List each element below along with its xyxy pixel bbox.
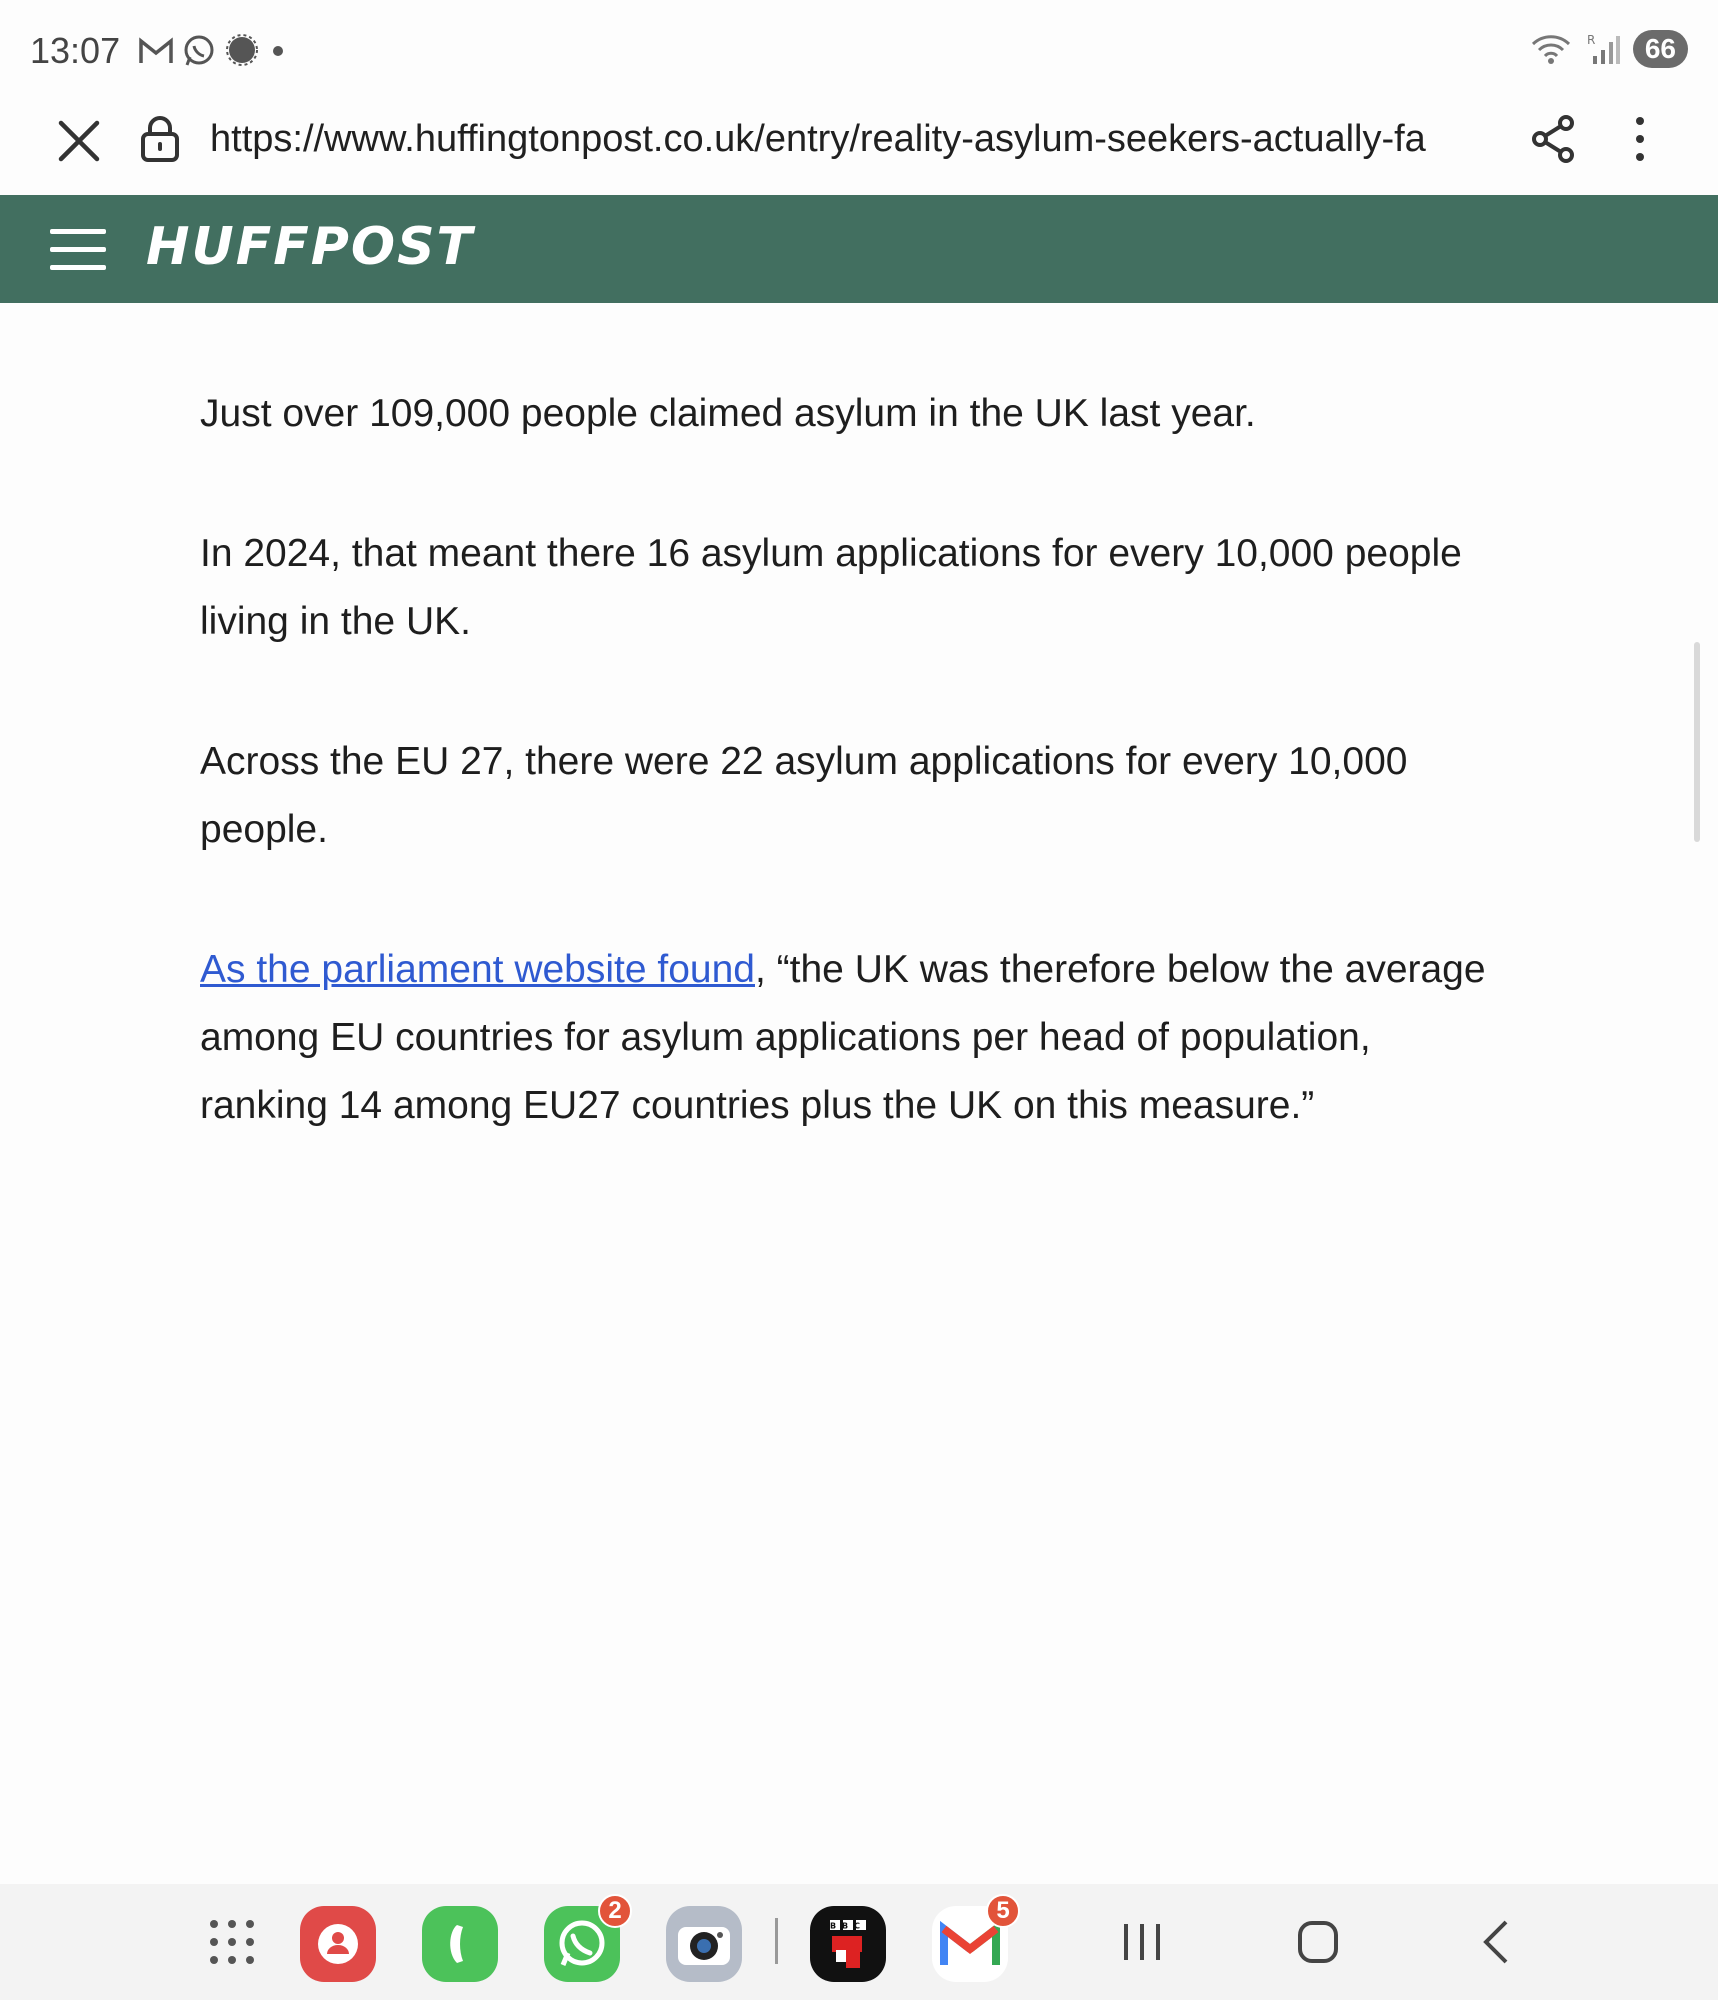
lock-icon[interactable] (140, 114, 180, 162)
close-icon[interactable] (56, 118, 102, 164)
more-notifications-dot-icon (268, 41, 288, 61)
browser-toolbar (0, 100, 1718, 195)
home-icon[interactable] (1296, 1914, 1340, 1970)
bbc-logo-text: BBC (829, 1921, 867, 1931)
paragraph-4-text: , “the UK was therefore below the average among EU countries for asylum applications per head of population, ranking 14 among EU27 countries plus the UK on this measure.” (200, 948, 1486, 1127)
scrollbar[interactable] (1694, 642, 1700, 842)
svg-text:R: R (1586, 33, 1596, 47)
camera-app-icon[interactable] (666, 1906, 742, 1982)
bbc-news-app-icon[interactable] (810, 1906, 886, 1982)
gmail-notification-icon (138, 36, 174, 66)
paragraph-2: In 2024, that meant there 16 asylum applications for every 10,000 people living in the UK. (200, 532, 1462, 643)
wifi-icon (1529, 32, 1573, 66)
menu-icon[interactable] (50, 229, 106, 271)
app-drawer-icon[interactable] (208, 1918, 256, 1966)
article-body (200, 380, 1500, 1212)
system-icons (1529, 30, 1688, 68)
site-header (0, 195, 1718, 303)
chat-notification-icon (224, 34, 260, 68)
url-field[interactable]: https://www.huffingtonpost.co.uk/entry/reality-asylum-seekers-actually-fa (210, 118, 1426, 160)
battery-indicator: 66 (1633, 30, 1688, 68)
recent-apps-icon[interactable] (1120, 1914, 1164, 1970)
more-options-icon[interactable] (1622, 114, 1658, 164)
contacts-app-icon[interactable] (300, 1906, 376, 1982)
phone-app-icon[interactable] (422, 1906, 498, 1982)
paragraph-4 (200, 936, 1500, 1140)
dock-divider (775, 1918, 778, 1964)
parliament-website-link[interactable]: As the parliament website found (200, 948, 755, 991)
whatsapp-notification-icon (182, 34, 216, 68)
share-icon[interactable] (1530, 114, 1576, 164)
paragraph-1: Just over 109,000 people claimed asylum in the UK last year. (200, 392, 1256, 435)
status-bar (0, 0, 1718, 100)
whatsapp-app-icon[interactable] (544, 1897, 622, 1982)
notification-icons (138, 34, 288, 68)
signal-icon (1585, 32, 1621, 66)
back-icon[interactable] (1476, 1914, 1520, 1970)
paragraph-3: Across the EU 27, there were 22 asylum applications for every 10,000 people. (200, 740, 1408, 851)
site-logo[interactable]: HUFFPOST (146, 217, 475, 277)
status-time: 13:07 (30, 30, 121, 71)
whatsapp-badge: 2 (598, 1894, 632, 1928)
gmail-app-icon[interactable] (932, 1897, 1010, 1982)
taskbar (0, 1884, 1718, 2000)
gmail-badge: 5 (986, 1894, 1020, 1928)
